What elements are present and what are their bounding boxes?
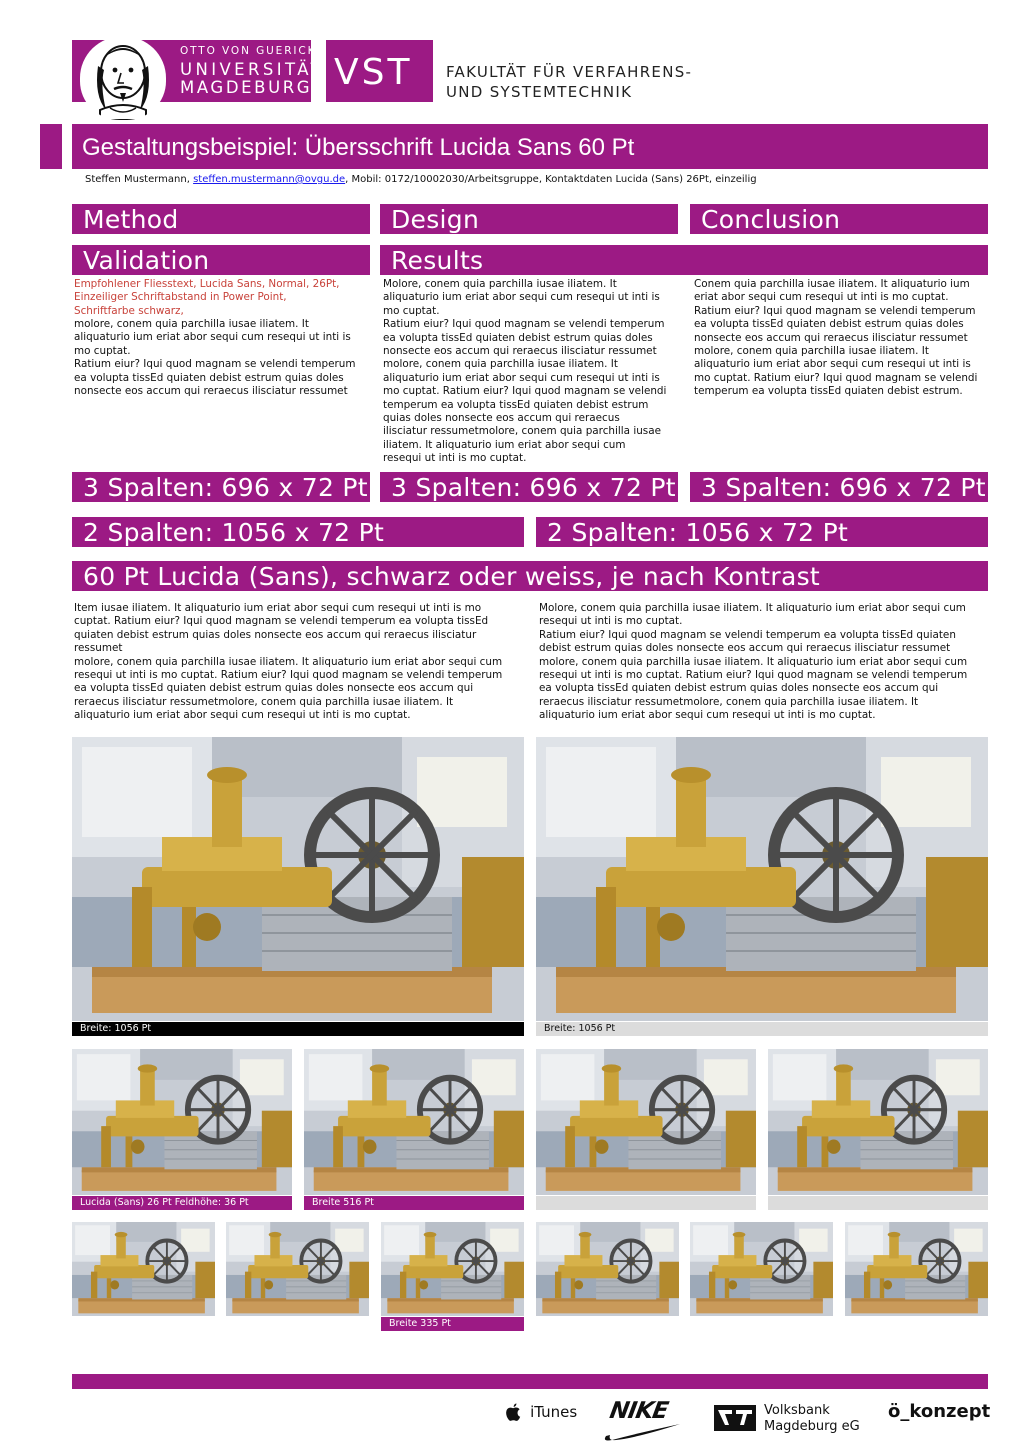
page-title: Gestaltungsbeispiel: Übersschrift Lucida Sans 60 Pt <box>82 134 635 161</box>
konzept-logo: ö_konzept <box>888 1401 991 1422</box>
engine-photo-small-6 <box>845 1222 988 1316</box>
engine-photo-small-3 <box>381 1222 524 1316</box>
itunes-logo <box>505 1401 577 1427</box>
bar-two-col-1: 2 Spalten: 1056 x 72 Pt <box>72 517 524 547</box>
caption-medium-2: Breite 516 Pt <box>304 1196 524 1210</box>
body-text-column-2: Molore, conem quia parchilla iusae iliatem. It aliquaturio ium eriat abor sequi cum resequi ut inti is mo cuptat. Ratium eiur? Iqui quod magnam se velendi temperum ea volupta tissEd quiaten debist estrum quias doles nonsecte eos accum qui reraecus ilisciatur ressumet molore, conem quia parchilla iusae iliatem. It aliquaturio ium eriat abor sequi cum resequi ut inti is mo cuptat. Ratium eiur? Iqui quod magnam se velendi temperum ea volupta tissEd quiaten debist estrum quias doles nonsecte eos accum qui reraecus ilisciatur ressumetmolore, conem quia parchilla iusae iliatem. It aliquaturio ium eriat abor sequi cum resequi ut inti is mo cuptat. <box>383 278 667 465</box>
engine-photo-small-2 <box>226 1222 369 1316</box>
bar-two-col-2: 2 Spalten: 1056 x 72 Pt <box>536 517 988 547</box>
vst-logo <box>326 40 433 102</box>
vst-label: VST <box>334 52 413 93</box>
engine-photo-medium-2 <box>304 1049 524 1195</box>
uni-name-line-2: UNIVERSITÄT <box>180 60 325 79</box>
volksbank-name-line-2: Magdeburg eG <box>764 1419 860 1434</box>
faculty-name-line-2: UND SYSTEMTECHNIK <box>446 83 633 101</box>
body-text-column-3: Conem quia parchilla iusae iliatem. It aliquaturio ium eriat abor sequi cum resequi ut inti is mo cuptat. Ratium eiur? Iqui quod magnam se velendi temperum ea volupta tissEd quiaten debist estrum quias doles nonsecte eos accum qui reraecus ilisciatur ressumet molore, conem quia parchilla iusae iliatem. It aliquaturio ium eriat abor sequi cum resequi ut inti is mo cuptat. Ratium eiur? Iqui quod magnam se velendi temperum ea volupta tissEd quiaten debist estrum. <box>694 278 978 398</box>
body-text-wide-left: Item iusae iliatem. It aliquaturio ium eriat abor sequi cum resequi ut inti is mo cuptat. Ratium eiur? Iqui quod magnam se velendi temperum ea volupta tissEd quiaten debist estrum quias doles nonsecte eos accum qui reraecus ilisciatur ressumet molore, conem quia parchilla iusae iliatem. It aliquaturio ium eriat abor sequi cum resequi ut inti is mo cuptat. Ratium eiur? Iqui quod magnam se velendi temperum ea volupta tissEd quiaten debist estrum quias doles nonsecte eos accum qui reraecus ilisciatur ressumetmolore, conem quia parchilla iusae iliatem. It aliquaturio ium eriat abor sequi cum resequi ut inti is mo cuptat. <box>74 602 503 722</box>
engine-photo-small-5 <box>690 1222 833 1316</box>
engine-photo-medium-1 <box>72 1049 292 1195</box>
caption-large-1: Breite: 1056 Pt <box>72 1022 524 1036</box>
header-validation: Validation <box>72 245 370 275</box>
contact-email-link[interactable]: steffen.mustermann@ovgu.de <box>193 174 346 185</box>
caption-medium-3-blank <box>536 1196 756 1210</box>
engine-photo-small-4 <box>536 1222 679 1316</box>
faculty-name-line-1: FAKULTÄT FÜR VERFAHRENS- <box>446 63 693 81</box>
header-design: Design <box>380 204 678 234</box>
contact-details: , Mobil: 0172/10002030/Arbeitsgruppe, Kontaktdaten Lucida (Sans) 26Pt, einzeilig <box>345 174 757 185</box>
nike-logo <box>604 1398 682 1442</box>
engine-photo-medium-4 <box>768 1049 988 1195</box>
caption-medium-4-blank <box>768 1196 988 1210</box>
title-bar <box>72 124 988 169</box>
nike-swoosh-icon <box>604 1422 682 1442</box>
itunes-label: iTunes <box>530 1402 578 1421</box>
header-method: Method <box>72 204 370 234</box>
bar-three-col-1: 3 Spalten: 696 x 72 Pt <box>72 472 370 502</box>
footer-bar <box>72 1374 988 1389</box>
title-side-marker <box>40 124 62 169</box>
caption-medium-1: Lucida (Sans) 26 Pt Feldhöhe: 36 Pt <box>72 1196 292 1210</box>
caption-large-2: Breite: 1056 Pt <box>536 1022 988 1036</box>
uni-name-line-1: OTTO VON GUERICKE <box>180 45 325 57</box>
caption-small-3: Breite 335 Pt <box>381 1317 524 1331</box>
engine-photo-large-1 <box>72 737 524 1021</box>
apple-icon <box>505 1403 521 1421</box>
volksbank-name-line-1: Volksbank <box>764 1403 830 1418</box>
bar-full-width: 60 Pt Lucida (Sans), schwarz oder weiss, je nach Kontrast <box>72 561 988 591</box>
engine-photo-small-1 <box>72 1222 215 1316</box>
contact-line <box>85 174 757 185</box>
uni-name-line-3: MAGDEBURG <box>180 78 313 97</box>
volksbank-mark-icon <box>714 1405 756 1431</box>
nike-label: NIKE <box>607 1398 670 1424</box>
university-logo <box>72 40 325 102</box>
contact-name: Steffen Mustermann, <box>85 174 194 185</box>
bar-three-col-3: 3 Spalten: 696 x 72 Pt <box>690 472 988 502</box>
engine-photo-medium-3 <box>536 1049 756 1195</box>
header-results: Results <box>380 245 988 275</box>
body-text-hint: Empfohlener Fliesstext, Lucida Sans, Normal, 26Pt, Einzeiliger Schriftabstand in Power Point, Schriftfarbe schwarz, <box>74 278 340 317</box>
body-text-wide-right: Molore, conem quia parchilla iusae iliatem. It aliquaturio ium eriat abor sequi cum resequi ut inti is mo cuptat. Ratium eiur? Iqui quod magnam se velendi temperum ea volupta tissEd quiaten debist estrum quias doles nonsecte eos accum qui reraecus ilisciatur ressumet molore, conem quia parchilla iusae iliatem. It aliquaturio ium eriat abor sequi cum resequi ut inti is mo cuptat. Ratium eiur? Iqui quod magnam se velendi temperum ea volupta tissEd quiaten debist estrum quias doles nonsecte eos accum qui reraecus ilisciatur ressumetmolore, conem quia parchilla iusae iliatem. It aliquaturio ium eriat abor sequi cum resequi ut inti is mo cuptat. <box>539 602 968 722</box>
body-text-column-1: molore, conem quia parchilla iusae iliatem. It aliquaturio ium eriat abor sequi cum resequi ut inti is mo cuptat. Ratium eiur? Iqui quod magnam se velendi temperum ea volupta tissEd quiaten debist estrum quias doles nonsecte eos accum qui reraecus ilisciatur ressumet <box>74 318 356 398</box>
header-conclusion: Conclusion <box>690 204 988 234</box>
engine-photo-large-2 <box>536 737 988 1021</box>
guericke-portrait <box>80 36 166 120</box>
bar-three-col-2: 3 Spalten: 696 x 72 Pt <box>380 472 678 502</box>
